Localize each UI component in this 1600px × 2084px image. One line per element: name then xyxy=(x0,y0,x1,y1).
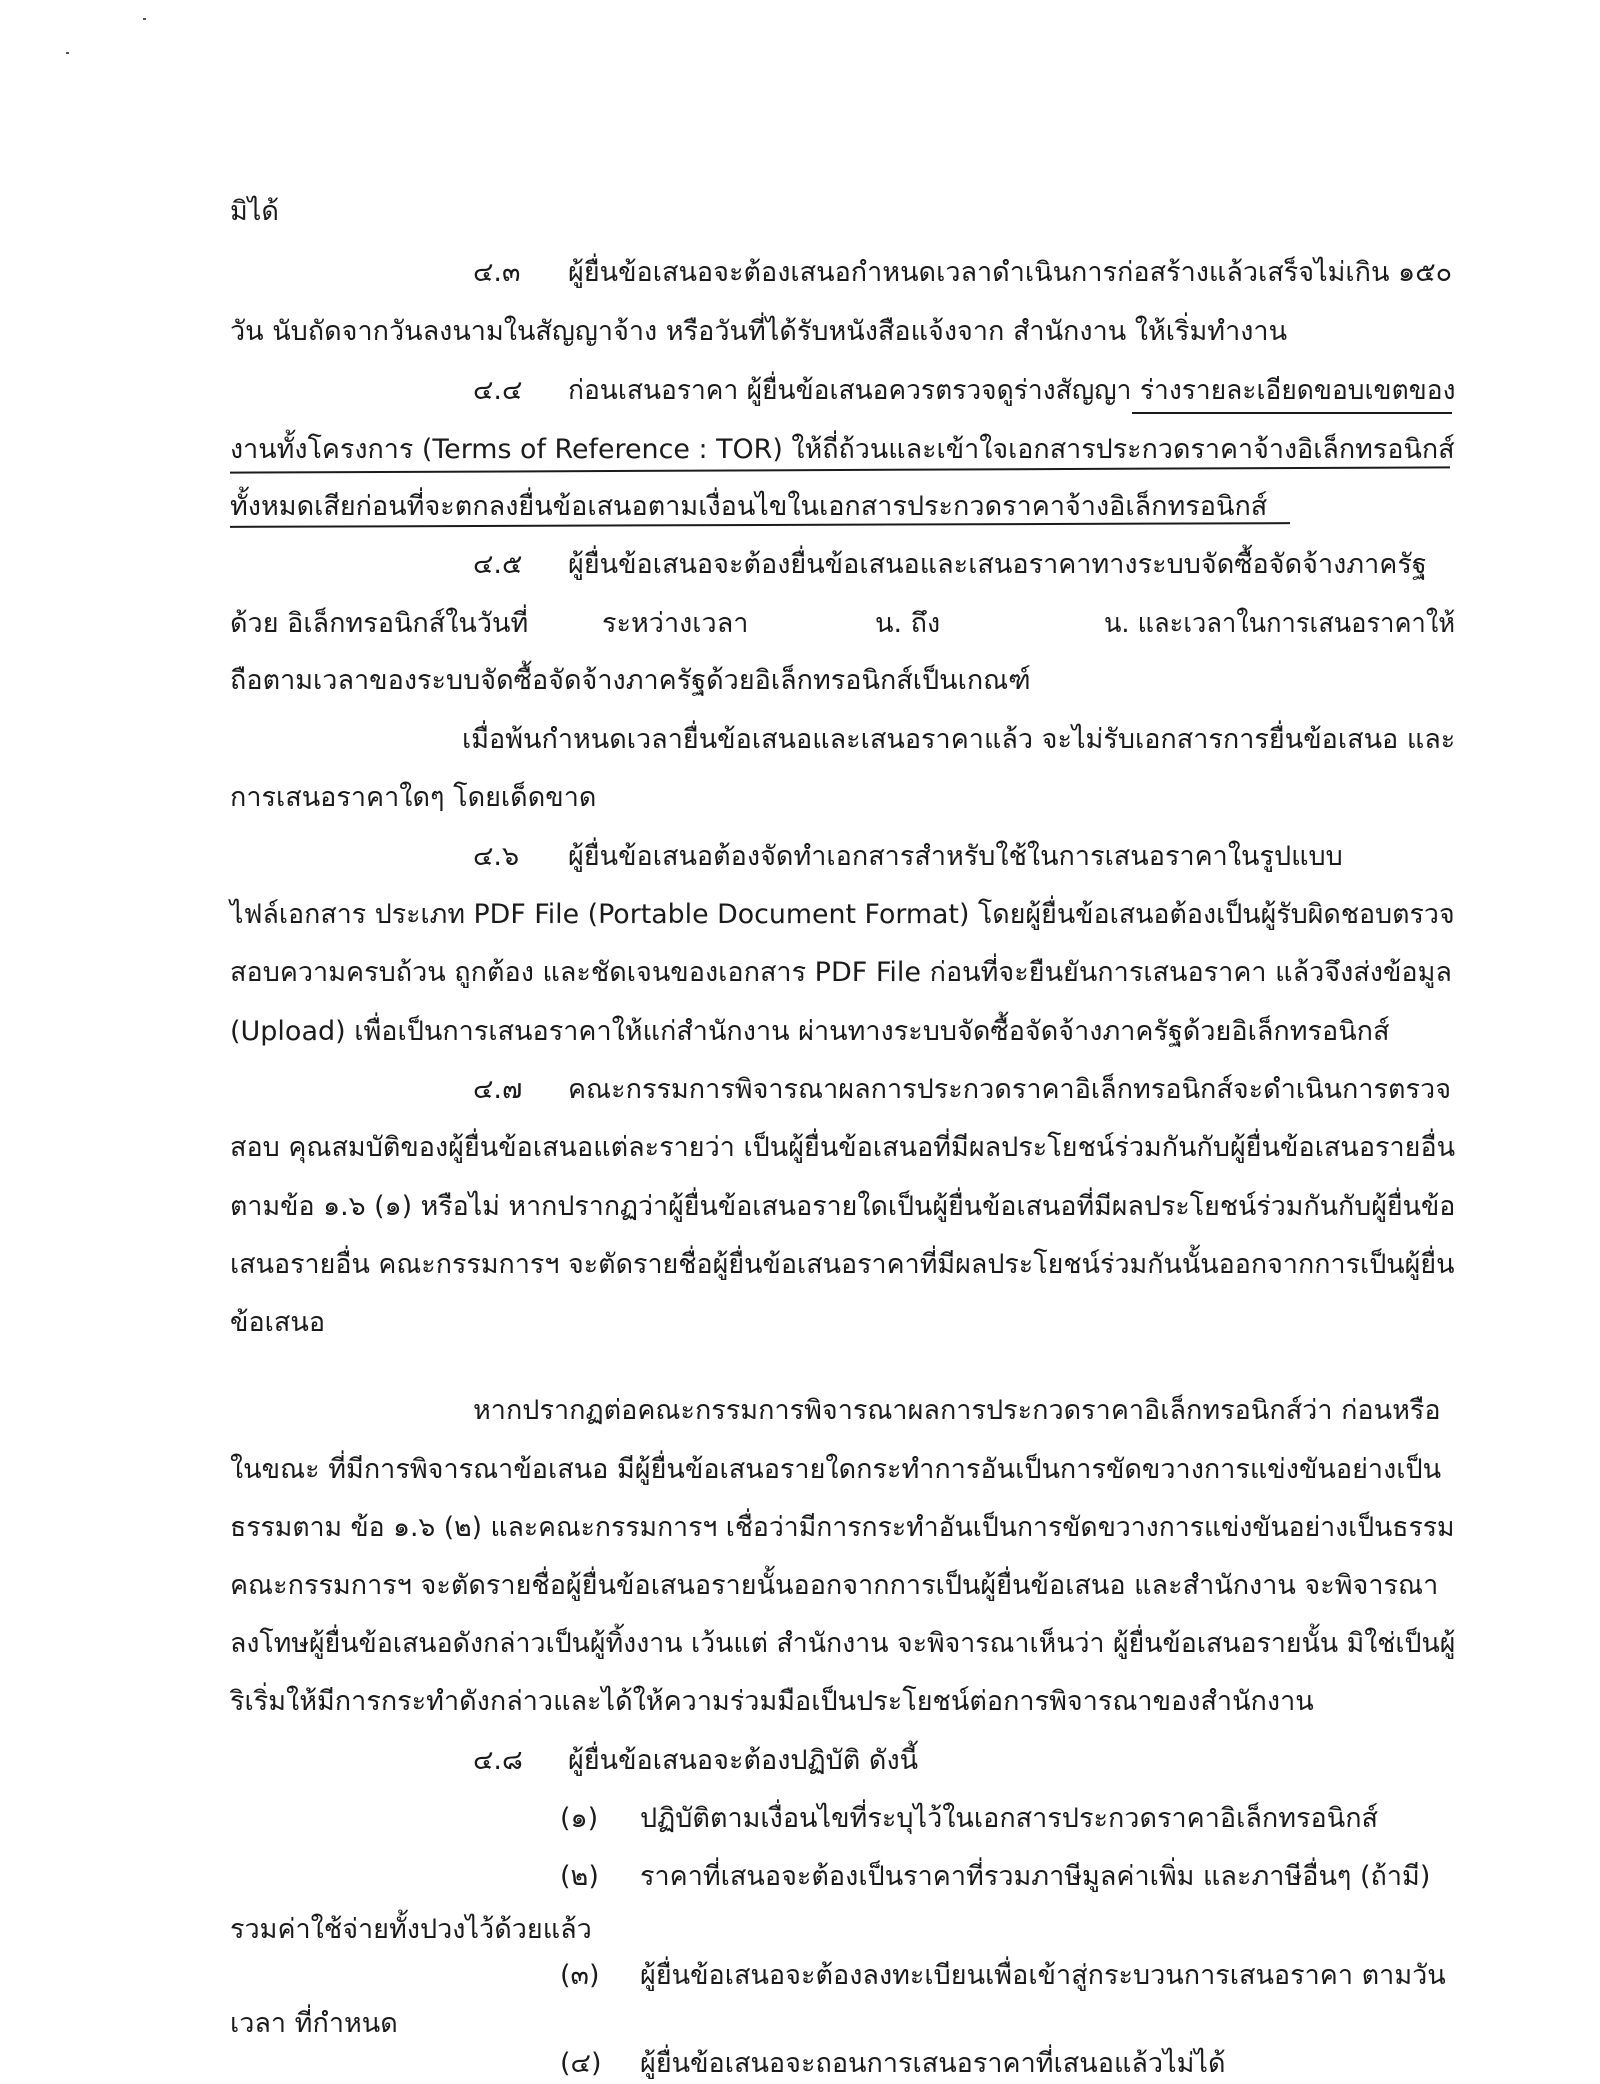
text-line: ราคาที่เสนอจะต้องเป็นราคาที่รวมภาษีมูลค่าเพิ่ม และภาษีอื่นๆ (ถ้ามี) xyxy=(640,1861,1431,1892)
text-line: ริเริ่มให้มีการกระทำดังกล่าวและได้ให้ความร่วมมือเป็นประโยชน์ต่อการพิจารณาของสำนักงาน xyxy=(230,1686,1314,1717)
text-line: ผู้ยื่นข้อเสนอจะต้องปฏิบัติ ดังนี้ xyxy=(568,1745,919,1776)
clause-number: ๔.๘ xyxy=(473,1745,523,1776)
item-number: (๔) xyxy=(560,2048,602,2079)
item-number: (๓) xyxy=(560,1960,600,1991)
text-line: ปฏิบัติตามเงื่อนไขที่ระบุไว้ในเอกสารประกวดราคาอิเล็กทรอนิกส์ xyxy=(640,1803,1379,1834)
text-line: งานทั้งโครงการ (Terms of Reference : TOR) ให้ถี่ถ้วนและเข้าใจเอกสารประกวดราคาจ้างอิเล็กทรอนิกส์ xyxy=(230,434,1455,465)
text-line: (Upload) เพื่อเป็นการเสนอราคาให้แก่สำนักงาน ผ่านทางระบบจัดซื้อจัดจ้างภาครัฐด้วยอิเล็กทรอนิกส์ xyxy=(230,1016,1390,1047)
text-line: ข้อเสนอ xyxy=(230,1307,326,1338)
text-line: น. และเวลาในการเสนอราคาให้ xyxy=(1104,608,1456,639)
text-line: มิได้ xyxy=(230,196,279,227)
text-line: ผู้ยื่นข้อเสนอจะต้องเสนอกำหนดเวลาดำเนินการก่อสร้างแล้วเสร็จไม่เกิน ๑๕๐ xyxy=(568,257,1453,288)
text-line: ในขณะ ที่มีการพิจารณาข้อเสนอ มีผู้ยื่นข้อเสนอรายใดกระทำการอันเป็นการขัดขวางการแข่งขันอย่างเป็น xyxy=(230,1454,1442,1485)
text-line: ผู้ยื่นข้อเสนอต้องจัดทำเอกสารสำหรับใช้ในการเสนอราคาในรูปแบบ xyxy=(568,841,1343,872)
text-line: สอบความครบถ้วน ถูกต้อง และชัดเจนของเอกสาร PDF File ก่อนที่จะยืนยันการเสนอราคา แล้วจึงส่งข้อมูล xyxy=(230,957,1452,988)
text-line: เมื่อพ้นกำหนดเวลายื่นข้อเสนอและเสนอราคาแล้ว จะไม่รับเอกสารการยื่นข้อเสนอ และ xyxy=(462,724,1456,755)
item-number: (๑) xyxy=(560,1803,599,1834)
text-line: เวลา ที่กำหนด xyxy=(230,2008,398,2039)
scan-speck xyxy=(66,52,69,54)
text-line: ด้วย อิเล็กทรอนิกส์ในวันที่ xyxy=(230,608,529,639)
clause-number: ๔.๕ xyxy=(473,549,523,580)
clause-number: ๔.๓ xyxy=(473,257,521,288)
text-line: ผู้ยื่นข้อเสนอจะต้องลงทะเบียนเพื่อเข้าสู่กระบวนการเสนอราคา ตามวัน xyxy=(640,1960,1446,1991)
text-line: ธรรมตาม ข้อ ๑.๖ (๒) และคณะกรรมการฯ เชื่อว่ามีการกระทำอันเป็นการขัดขวางการแข่งขันอย่างเป็นธรรม xyxy=(230,1512,1455,1543)
text-line: น. ถึง xyxy=(875,608,941,639)
text-line: วัน นับถัดจากวันลงนามในสัญญาจ้าง หรือวันที่ได้รับหนังสือแจ้งจาก สำนักงาน ให้เริ่มทำงาน xyxy=(230,316,1288,347)
clause-number: ๔.๖ xyxy=(473,841,520,872)
text-line: เสนอรายอื่น คณะกรรมการฯ จะตัดรายชื่อผู้ยื่นข้อเสนอราคาที่มีผลประโยชน์ร่วมกันนั้นออกจากการเป็นผู้ยื่น xyxy=(230,1249,1455,1280)
text-line: ถือตามเวลาของระบบจัดซื้อจัดจ้างภาครัฐด้วยอิเล็กทรอนิกส์เป็นเกณฑ์ xyxy=(230,665,1031,696)
clause-number: ๔.๔ xyxy=(473,375,523,406)
item-number: (๒) xyxy=(560,1861,599,1892)
text-line: คณะกรรมการฯ จะตัดรายชื่อผู้ยื่นข้อเสนอรายนั้นออกจากการเป็นผู้ยื่นข้อเสนอ และสำนักงาน จะพิจารณา xyxy=(230,1570,1439,1601)
scan-speck xyxy=(143,18,146,20)
text-line: ไฟล์เอกสาร ประเภท PDF File (Portable Document Format) โดยผู้ยื่นข้อเสนอต้องเป็นผู้รับผิดชอบตรวจ xyxy=(230,899,1455,930)
text-line: ระหว่างเวลา xyxy=(602,608,749,639)
text-line: การเสนอราคาใดๆ โดยเด็ดขาด xyxy=(230,782,597,813)
handwritten-underline xyxy=(1132,412,1452,414)
text-line: ลงโทษผู้ยื่นข้อเสนอดังกล่าวเป็นผู้ทิ้งงาน เว้นแต่ สำนักงาน จะพิจารณาเห็นว่า ผู้ยื่นข้อเสนอรายนั้น มิใช่เป็นผู้ xyxy=(230,1628,1456,1659)
handwritten-underline xyxy=(230,522,1290,528)
text-line: ทั้งหมดเสียก่อนที่จะตกลงยื่นข้อเสนอตามเงื่อนไขในเอกสารประกวดราคาจ้างอิเล็กทรอนิกส์ xyxy=(230,491,1268,522)
handwritten-underline xyxy=(230,466,1450,473)
text-line: ตามข้อ ๑.๖ (๑) หรือไม่ หากปรากฏว่าผู้ยื่นข้อเสนอรายใดเป็นผู้ยื่นข้อเสนอที่มีผลประโยชน์ร่วมกันกับผู้ยื่นข้อ xyxy=(230,1191,1456,1222)
text-line: สอบ คุณสมบัติของผู้ยื่นข้อเสนอแต่ละรายว่า เป็นผู้ยื่นข้อเสนอที่มีผลประโยชน์ร่วมกันกับผู้ยื่นข้อเสนอรายอื่น xyxy=(230,1132,1456,1163)
text-line: คณะกรรมการพิจารณาผลการประกวดราคาอิเล็กทรอนิกส์จะดำเนินการตรวจ xyxy=(568,1074,1452,1105)
clause-number: ๔.๗ xyxy=(473,1074,523,1105)
text-line: ผู้ยื่นข้อเสนอจะถอนการเสนอราคาที่เสนอแล้วไม่ได้ xyxy=(640,2048,1226,2079)
text-line: หากปรากฏต่อคณะกรรมการพิจารณาผลการประกวดราคาอิเล็กทรอนิกส์ว่า ก่อนหรือ xyxy=(473,1395,1441,1426)
text-line: รวมค่าใช้จ่ายทั้งปวงไว้ด้วยแล้ว xyxy=(230,1914,592,1945)
text-line: ก่อนเสนอราคา ผู้ยื่นข้อเสนอควรตรวจดูร่างสัญญา ร่างรายละเอียดขอบเขตของ xyxy=(568,375,1456,406)
text-line: ผู้ยื่นข้อเสนอจะต้องยื่นข้อเสนอและเสนอราคาทางระบบจัดซื้อจัดจ้างภาครัฐ xyxy=(568,549,1427,580)
